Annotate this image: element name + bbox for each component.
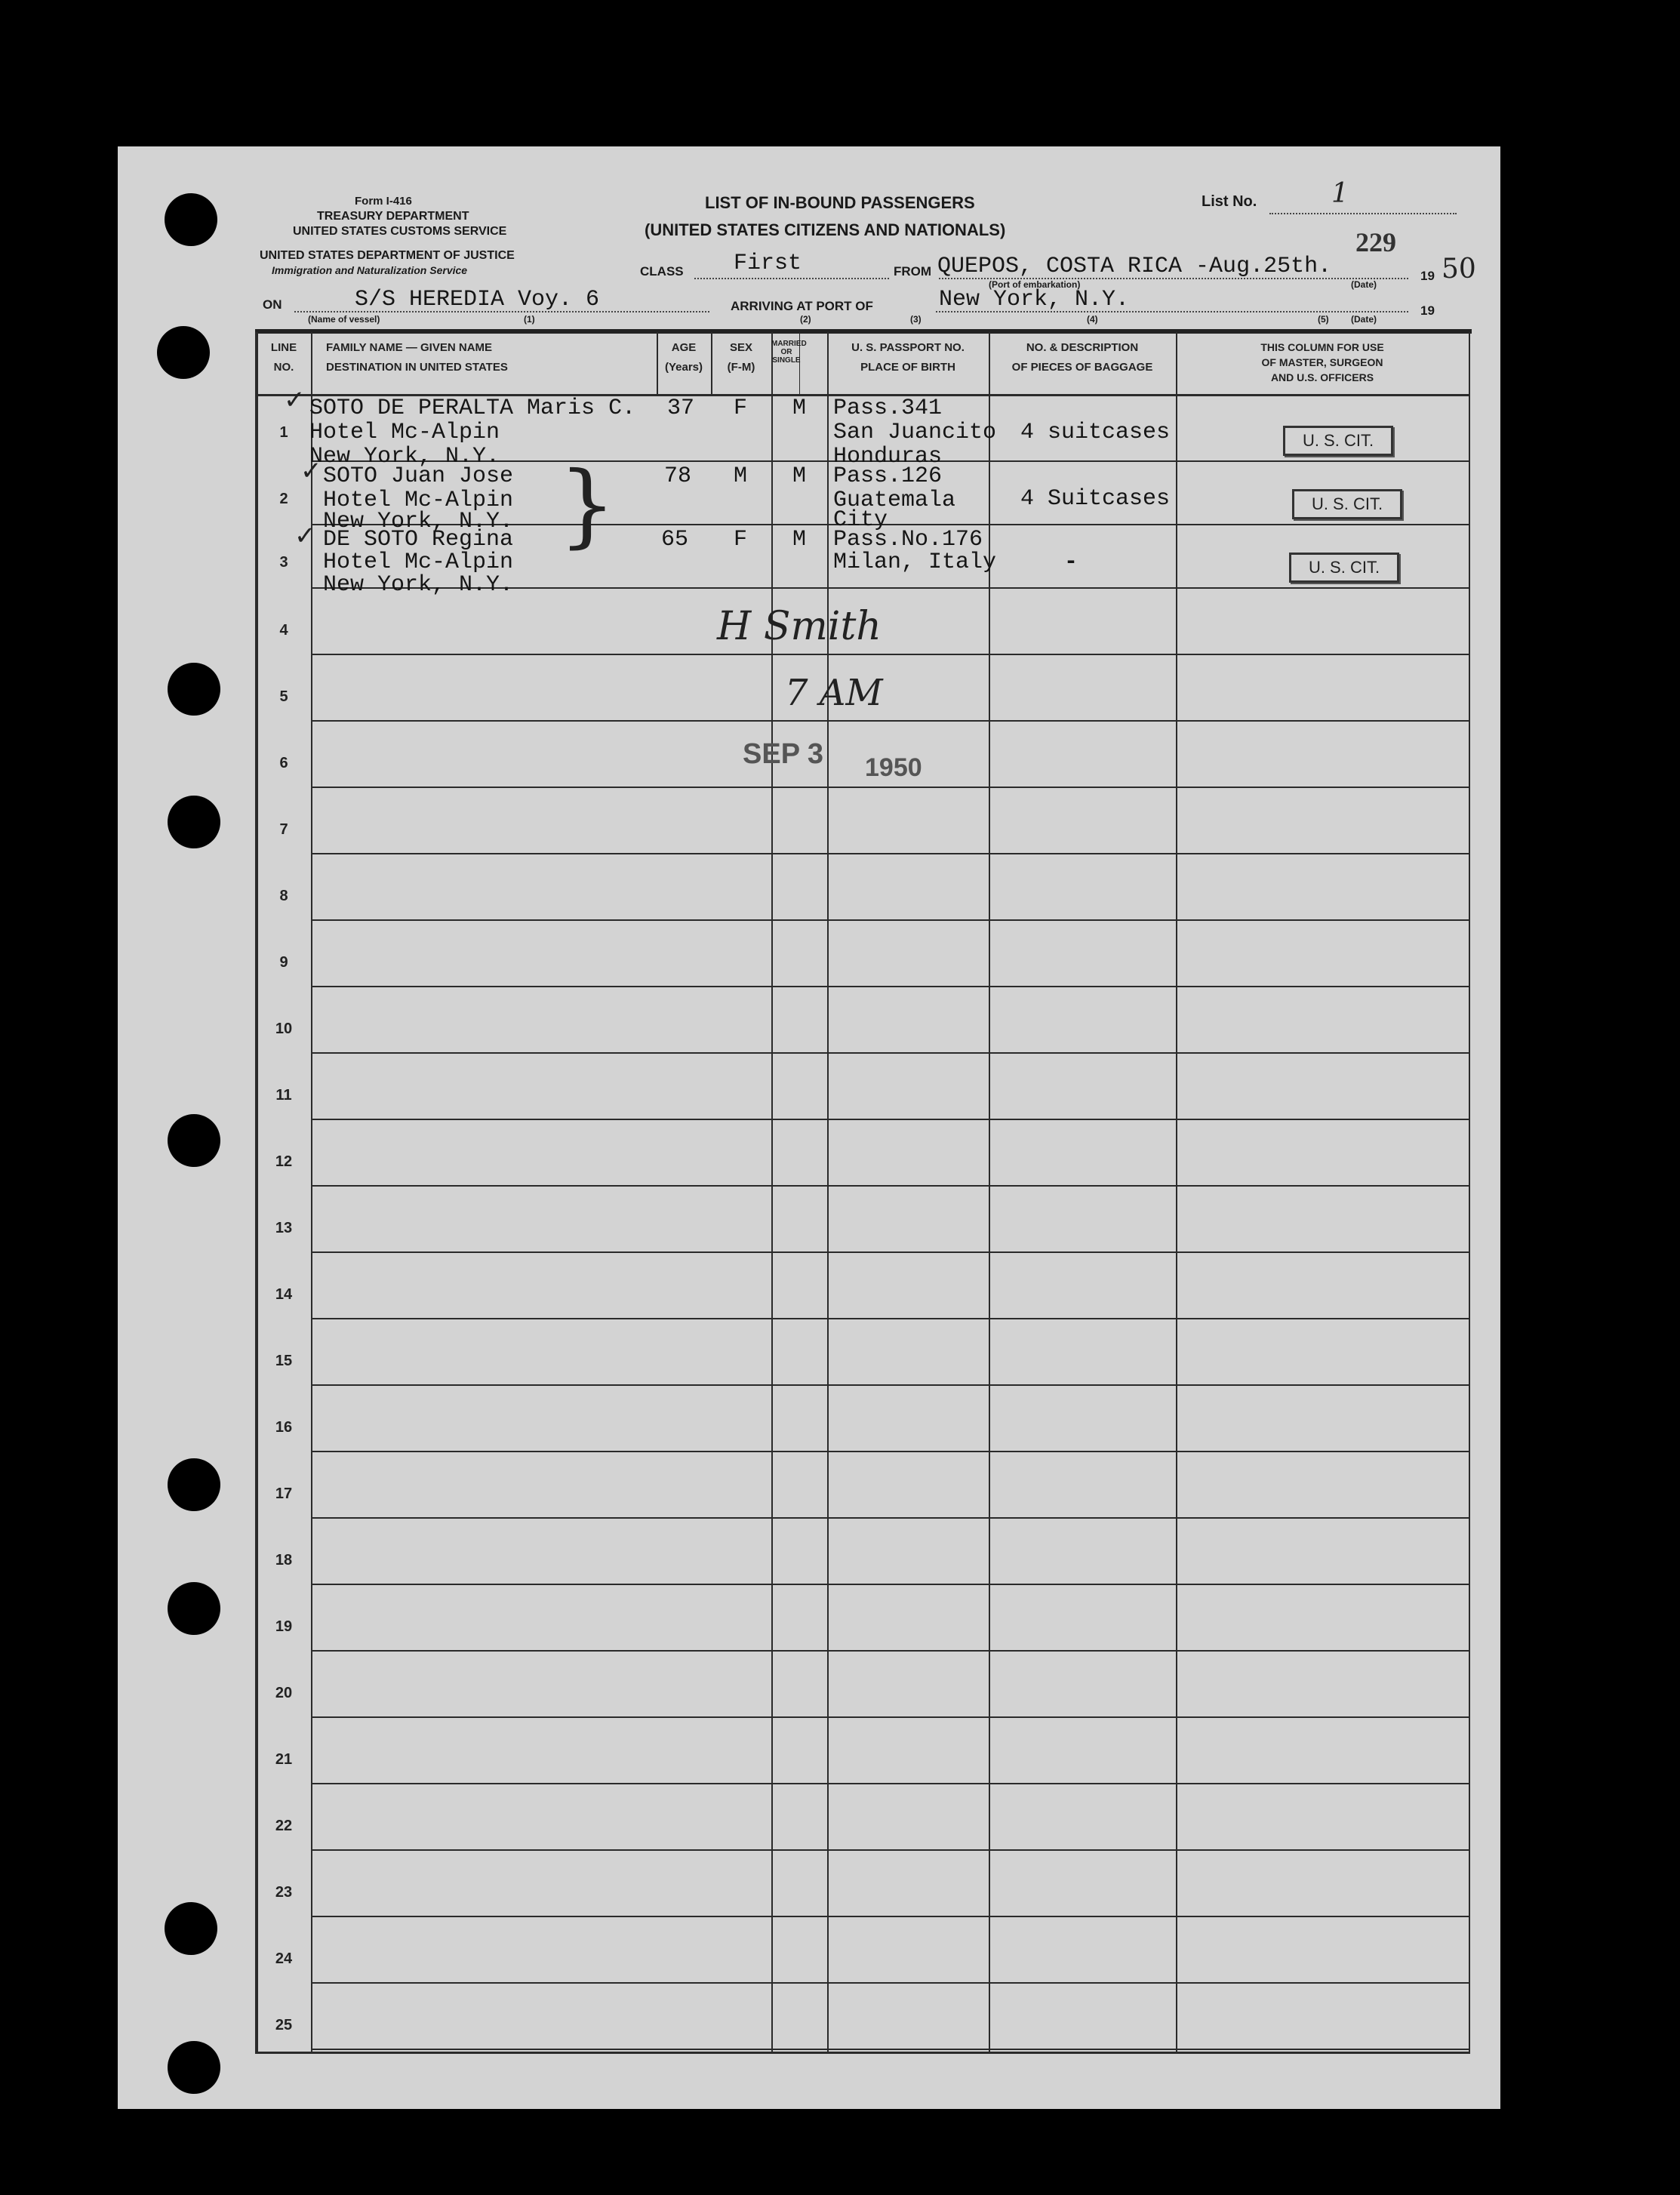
passenger-dest: New York, N.Y. [309, 444, 500, 469]
passenger-baggage: 4 suitcases [1020, 420, 1171, 445]
col-birth-label: PLACE OF BIRTH [860, 361, 955, 374]
row-rule [311, 1517, 1470, 1519]
col-officers-label-3: AND U.S. OFFICERS [1270, 371, 1374, 383]
binder-hole [168, 1458, 220, 1511]
table-right-rule [1469, 332, 1470, 2053]
binder-hole [165, 1902, 217, 1955]
row-number: 23 [275, 1884, 293, 1901]
row-rule [311, 1849, 1470, 1851]
row-number: 10 [275, 1021, 293, 1037]
vessel-caption: (Name of vessel) [308, 314, 380, 325]
passenger-birth: Guatemala [833, 488, 956, 513]
passenger-sex: F [734, 396, 748, 421]
col-officers-label-1: THIS COLUMN FOR USE [1260, 341, 1384, 353]
row-number: 9 [279, 954, 288, 971]
col-age [654, 338, 714, 377]
row-rule [311, 787, 1470, 788]
col-sex [711, 338, 771, 377]
row-rule [311, 1185, 1470, 1187]
class-label: CLASS [640, 264, 684, 279]
table-left-rule [255, 332, 258, 2053]
row-number: 12 [275, 1153, 293, 1170]
passenger-birth: Honduras [833, 444, 943, 469]
year-prefix-2: 19 [1420, 303, 1435, 318]
citizen-stamp: U. S. CIT. [1289, 553, 1399, 583]
form-number: Form I-416 [355, 195, 412, 208]
row-rule [311, 1584, 1470, 1585]
check-mark: ✓ [284, 385, 306, 415]
passenger-status: M [792, 527, 807, 553]
passenger-sex: M [734, 463, 748, 489]
col-no-label: NO. [273, 361, 294, 374]
arriving-value: New York, N.Y. [939, 287, 1130, 312]
page-title: LIST OF IN-BOUND PASSENGERS [705, 193, 975, 212]
vessel-value: S/S HEREDIA Voy. 6 [355, 287, 600, 312]
row-rule [311, 1916, 1470, 1917]
passenger-sex: F [734, 527, 748, 553]
passenger-passport: Pass.341 [833, 396, 943, 421]
caption-4: (4) [1087, 314, 1098, 325]
passenger-baggage: 4 Suitcases [1020, 486, 1171, 512]
binder-hole [168, 1114, 220, 1167]
row-rule [311, 986, 1470, 987]
passenger-age: 78 [664, 463, 692, 489]
citizen-stamp: U. S. CIT. [1292, 489, 1402, 519]
col-officers-label-2: OF MASTER, SURGEON [1261, 356, 1383, 368]
justice-label: UNITED STATES DEPARTMENT OF JUSTICE [260, 249, 515, 262]
table-bottom-rule [255, 2052, 1470, 2054]
passenger-name: SOTO DE PERALTA Maris C. [309, 396, 636, 421]
col-passport-label: U. S. PASSPORT NO. [851, 341, 965, 354]
page-subtitle: (UNITED STATES CITIZENS AND NATIONALS) [645, 220, 1006, 239]
passenger-baggage: - [1064, 550, 1078, 575]
date-stamp-year: 1950 [865, 753, 922, 782]
port-caption: (Port of embarkation) [989, 279, 1081, 290]
row-number: 15 [275, 1353, 293, 1369]
time-note: 7 AM [785, 672, 883, 714]
col-name-label: FAMILY NAME — GIVEN NAME [326, 341, 493, 354]
on-label: ON [263, 297, 282, 312]
binder-hole [165, 193, 217, 246]
row-rule [311, 1384, 1470, 1386]
row-number: 7 [279, 821, 288, 838]
row-rule [311, 919, 1470, 921]
binder-hole [168, 1582, 220, 1635]
col-rule-passport [827, 332, 829, 2053]
row-rule [311, 1318, 1470, 1319]
passenger-dest: Hotel Mc-Alpin [309, 420, 500, 445]
list-no-value: 1 [1331, 178, 1349, 209]
passenger-status: M [792, 463, 807, 489]
row-rule [311, 654, 1470, 655]
row-number: 19 [275, 1618, 293, 1635]
passenger-birth: Milan, Italy [833, 550, 997, 575]
col-fm-label: (F-M) [727, 361, 755, 374]
row-rule [311, 2049, 1470, 2050]
col-baggage-label-2: OF PIECES OF BAGGAGE [1011, 361, 1153, 374]
row-number: 13 [275, 1220, 293, 1236]
passenger-passport: Pass.No.176 [833, 527, 983, 553]
list-no-underline [1269, 213, 1457, 214]
col-dest-label: DESTINATION IN UNITED STATES [326, 361, 508, 374]
row-number: 21 [275, 1751, 293, 1768]
row-rule [311, 1982, 1470, 1984]
caption-5: (5) [1318, 314, 1329, 325]
row-number: 2 [279, 491, 288, 507]
col-passport [827, 338, 989, 377]
signature: H Smith [717, 604, 882, 649]
passenger-dest: New York, N.Y. [323, 509, 514, 534]
col-sex-label: SEX [729, 341, 752, 354]
customs-label: UNITED STATES CUSTOMS SERVICE [293, 225, 507, 238]
passenger-birth: San Juancito [833, 420, 997, 445]
col-baggage-label-1: NO. & DESCRIPTION [1026, 341, 1139, 354]
check-mark: ✓ [294, 521, 316, 551]
passenger-age: 37 [667, 396, 695, 421]
row-rule [311, 1716, 1470, 1718]
treasury-label: TREASURY DEPARTMENT [317, 210, 469, 223]
immigration-label: Immigration and Naturalization Service [272, 264, 468, 276]
date-caption: (Date) [1351, 279, 1377, 290]
col-years-label: (Years) [664, 361, 703, 374]
caption-3: (3) [910, 314, 922, 325]
passenger-status: M [792, 396, 807, 421]
row-number: 18 [275, 1552, 293, 1569]
col-rule-officers [1176, 332, 1177, 2053]
row-number: 6 [279, 755, 288, 771]
row-number: 20 [275, 1685, 293, 1701]
row-rule [311, 1451, 1470, 1452]
binder-hole [168, 2041, 220, 2094]
row-rule [311, 1783, 1470, 1784]
row-number: 8 [279, 888, 288, 904]
passenger-birth: City [833, 507, 888, 533]
col-line [257, 338, 311, 377]
class-value: First [734, 251, 802, 276]
year-prefix: 19 [1420, 269, 1435, 283]
col-rule-line [311, 332, 312, 2053]
passenger-name: SOTO Juan Jose [323, 463, 514, 489]
class-underline [694, 278, 889, 279]
from-label: FROM [894, 264, 932, 279]
row-number: 11 [275, 1087, 292, 1104]
arriving-label: ARRIVING AT PORT OF [731, 299, 873, 313]
row-number: 17 [275, 1485, 293, 1502]
citizen-stamp: U. S. CIT. [1283, 426, 1393, 456]
row-rule [311, 1052, 1470, 1054]
col-line-label: LINE [270, 341, 297, 354]
caption-date-2: (Date) [1351, 314, 1377, 325]
caption-2: (2) [800, 314, 811, 325]
col-rule-baggage [989, 332, 990, 2053]
table-top-rule [255, 329, 1472, 334]
row-number: 1 [279, 424, 288, 441]
passenger-name: DE SOTO Regina [323, 527, 514, 553]
year-value: 50 [1442, 254, 1476, 285]
row-number: 16 [275, 1419, 293, 1436]
brace-mark: } [558, 453, 617, 558]
col-age-label: AGE [671, 341, 697, 354]
row-number: 24 [275, 1950, 293, 1967]
col-officers [1176, 340, 1469, 385]
row-rule [311, 720, 1470, 722]
passenger-dest: New York, N.Y. [323, 572, 514, 598]
row-number: 14 [275, 1286, 293, 1303]
passenger-dest: Hotel Mc-Alpin [323, 550, 514, 575]
list-no-label: List No. [1202, 193, 1257, 210]
col-married: MARRIED OR SINGLE [771, 340, 807, 365]
passenger-passport: Pass.126 [833, 463, 943, 489]
row-rule [311, 1650, 1470, 1652]
row-rule [311, 1251, 1470, 1253]
row-number: 3 [279, 554, 288, 571]
stamp-number: 229 [1355, 227, 1396, 257]
col-baggage [989, 338, 1176, 377]
col-rule-married [771, 332, 773, 2053]
row-number: 22 [275, 1818, 293, 1834]
row-number: 5 [279, 688, 288, 705]
binder-hole [168, 663, 220, 716]
row-rule [311, 853, 1470, 854]
row-rule [311, 1119, 1470, 1120]
check-mark: ✓ [300, 456, 322, 486]
row-number: 4 [279, 622, 288, 639]
col-name [326, 338, 508, 377]
date-stamp-month: SEP 3 [743, 738, 824, 770]
row-number: 25 [275, 2017, 293, 2033]
binder-hole [157, 326, 210, 379]
caption-1: (1) [524, 314, 535, 325]
passenger-dest: Hotel Mc-Alpin [323, 488, 514, 513]
passenger-age: 65 [661, 527, 689, 553]
from-value: QUEPOS, COSTA RICA -Aug.25th. [937, 254, 1332, 279]
binder-hole [168, 796, 220, 848]
